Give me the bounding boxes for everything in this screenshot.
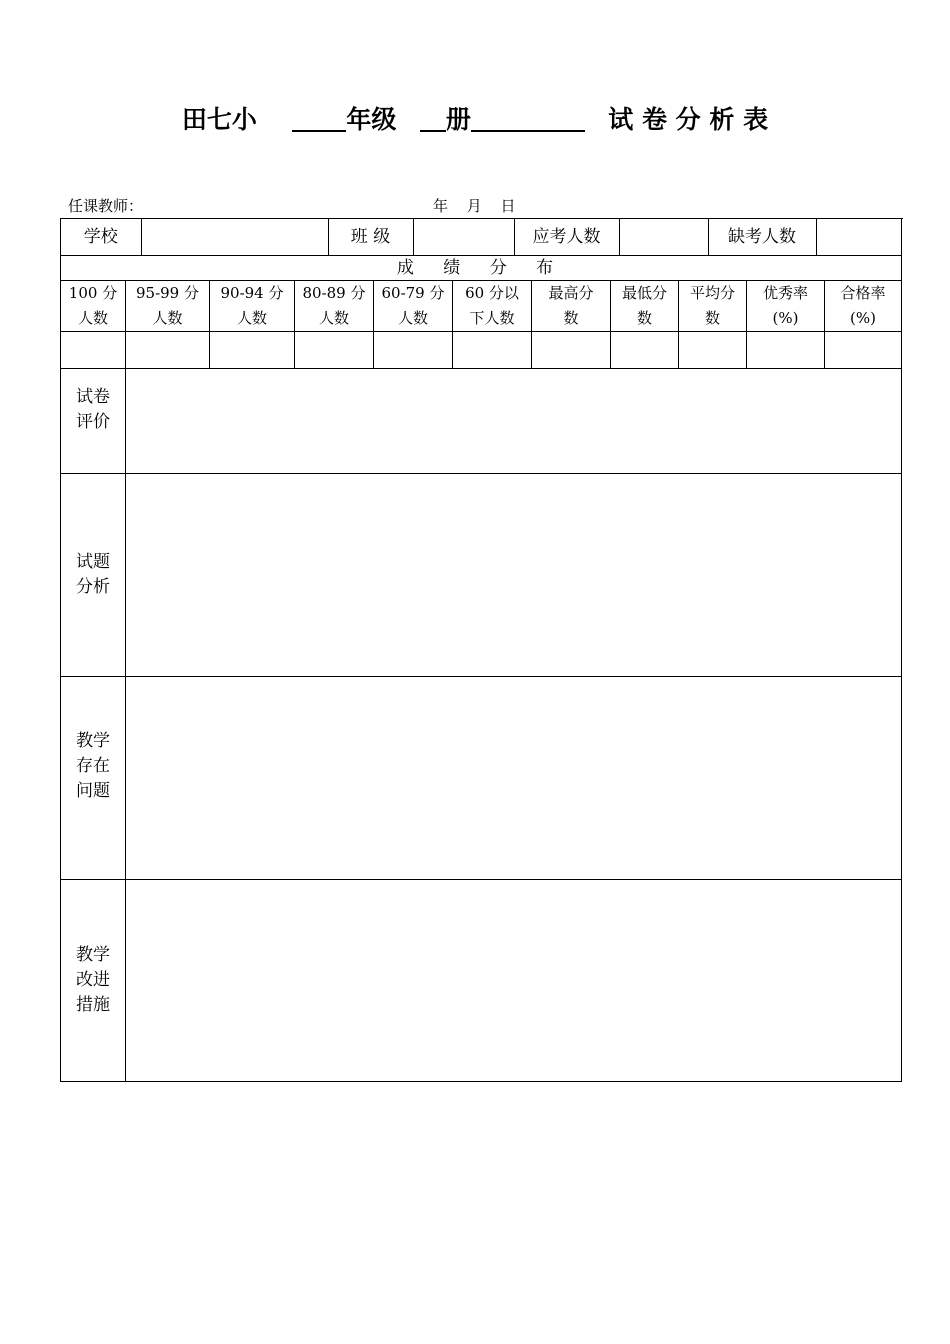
- col-header: 平均分 数: [679, 281, 747, 332]
- grade-suffix: 年级: [346, 105, 397, 134]
- improvement-measures-label: 教学 改进 措施: [61, 880, 126, 1082]
- expected-count-field[interactable]: [619, 219, 708, 255]
- distribution-title-row: [61, 256, 902, 281]
- value-cell[interactable]: [679, 332, 747, 369]
- teacher-label: 任课教师：: [68, 197, 144, 215]
- col-header: 95-99 分 人数: [126, 281, 210, 332]
- paper-evaluation-label: 试卷 评价: [61, 369, 126, 474]
- improvement-measures-row: [61, 880, 902, 1082]
- distribution-values-row: [61, 332, 902, 369]
- absent-count-field[interactable]: [816, 219, 902, 255]
- col-header: 最低分 数: [611, 281, 679, 332]
- value-cell[interactable]: [611, 332, 679, 369]
- value-cell[interactable]: [210, 332, 295, 369]
- improvement-measures-field[interactable]: [126, 880, 902, 1082]
- teaching-problems-field[interactable]: [126, 677, 902, 880]
- value-cell[interactable]: [295, 332, 374, 369]
- value-cell[interactable]: [825, 332, 902, 369]
- value-cell[interactable]: [532, 332, 611, 369]
- paper-evaluation-field[interactable]: [126, 369, 902, 474]
- subject-blank[interactable]: [471, 104, 585, 132]
- distribution-title: 成 绩 分 布: [61, 256, 902, 281]
- distribution-header-row: [61, 281, 902, 332]
- value-cell[interactable]: [453, 332, 532, 369]
- col-header: 最高分 数: [532, 281, 611, 332]
- volume-blank[interactable]: [420, 104, 446, 132]
- value-cell[interactable]: [126, 332, 210, 369]
- analysis-table: [60, 218, 902, 1082]
- info-row: [61, 219, 902, 256]
- school-label: 学校: [61, 219, 141, 255]
- value-cell[interactable]: [374, 332, 453, 369]
- date-label: 年 月 日: [433, 197, 516, 215]
- absent-count-label: 缺考人数: [708, 219, 816, 255]
- grade-blank[interactable]: [292, 104, 346, 132]
- volume-label: 册: [445, 105, 471, 134]
- document-title: [0, 100, 950, 140]
- question-analysis-label: 试题 分析: [61, 474, 126, 677]
- school-name: 田七小: [181, 105, 257, 134]
- col-header: 90-94 分 人数: [210, 281, 295, 332]
- col-header: 60 分以 下人数: [453, 281, 532, 332]
- col-header: 100 分 人数: [61, 281, 126, 332]
- value-cell[interactable]: [61, 332, 126, 369]
- value-cell[interactable]: [747, 332, 825, 369]
- teaching-problems-row: [61, 677, 902, 880]
- teaching-problems-label: 教学 存在 问题: [61, 677, 126, 880]
- school-field[interactable]: [141, 219, 328, 255]
- title-tail: 试 卷 分 析 表: [608, 105, 769, 134]
- paper-evaluation-row: [61, 369, 902, 474]
- col-header: 80-89 分 人数: [295, 281, 374, 332]
- question-analysis-field[interactable]: [126, 474, 902, 677]
- col-header: 优秀率 (%): [747, 281, 825, 332]
- class-label: 班 级: [328, 219, 413, 255]
- col-header: 合格率 (%): [825, 281, 902, 332]
- question-analysis-row: [61, 474, 902, 677]
- col-header: 60-79 分 人数: [374, 281, 453, 332]
- expected-count-label: 应考人数: [514, 219, 619, 255]
- class-field[interactable]: [413, 219, 514, 255]
